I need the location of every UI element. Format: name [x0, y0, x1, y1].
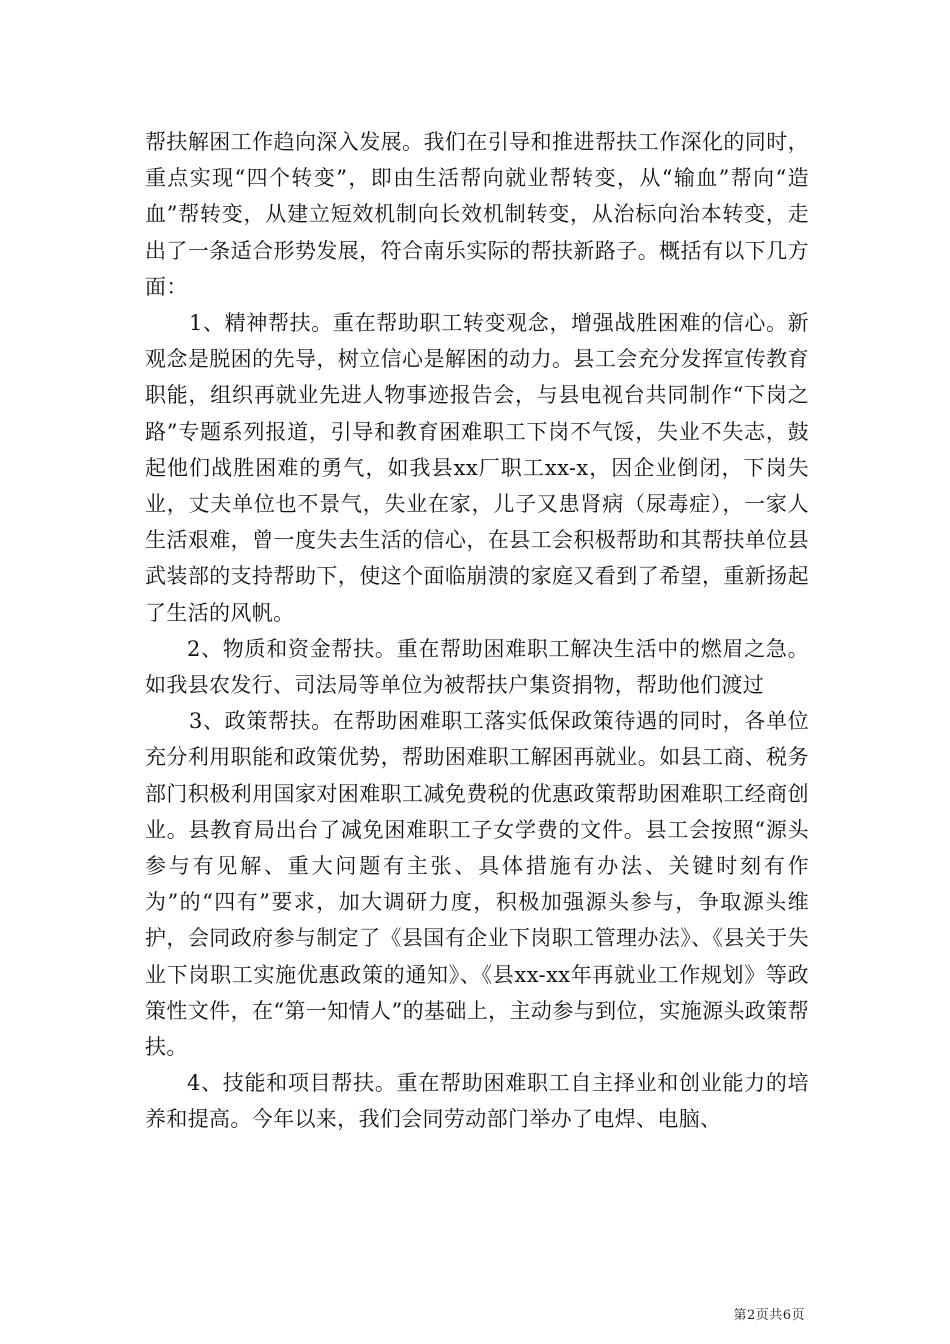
- paragraph-intro: 帮扶解困工作趋向深入发展。我们在引导和推进帮扶工作深化的同时，重点实现“四个转变”，即由生活帮向就业帮转变，从“输血”帮向“造血”帮转变，从建立短效机制向长效机制转变，从治标向治本转变，走出了一条适合形势发展，符合南乐实际的帮扶新路子。概括有以下几方面：: [145, 130, 809, 299]
- document-body: [145, 124, 809, 1138]
- paragraph-spiritual-support: 1、精神帮扶。重在帮助职工转变观念，增强战胜困难的信心。新观念是脱困的先导，树立信心是解困的动力。县工会充分发挥宣传教育职能，组织再就业先进人物事迹报告会，与县电视台共同制作“下岗之路”专题系列报道，引导和教育困难职工下岗不气馁，失业不失志，鼓起他们战胜困难的勇气，如我县xx厂职工xx-x，因企业倒闭，下岗失业，丈夫单位也不景气，失业在家，儿子又患肾病（尿毒症），一家人生活艰难，曾一度失去生活的信心，在县工会积极帮助和其帮扶单位县武装部的支持帮助下，使这个面临崩溃的家庭又看到了希望，重新扬起了生活的风帆。: [145, 311, 809, 625]
- page-number: 第2页共6页: [733, 1308, 805, 1323]
- paragraph-material-support: 2、物质和资金帮扶。重在帮助困难职工解决生活中的燃眉之急。如我县农发行、司法局等单位为被帮扶户集资捐物，帮助他们渡过: [145, 636, 809, 698]
- paragraph-policy-support: 3、政策帮扶。在帮助困难职工落实低保政策待遇的同时，各单位充分利用职能和政策优势，帮助困难职工解困再就业。如县工商、税务部门积极利用国家对困难职工减免费税的优惠政策帮助困难职工经商创业。县教育局出台了减免困难职工子女学费的文件。县工会按照“源头参与有见解、重大问题有主张、具体措施有办法、关键时刻有作为”的“四有”要求，加大调研力度，积极加强源头参与，争取源头维护，会同政府参与制定了《县国有企业下岗职工管理办法》、《县关于失业下岗职工实施优惠政策的通知》、《县xx-xx年再就业工作规划》等政策性文件，在“第一知情人”的基础上，主动参与到位，实施源头政策帮扶。: [145, 709, 809, 1060]
- paragraph-skills-support: 4、技能和项目帮扶。重在帮助困难职工自主择业和创业能力的培养和提高。今年以来，我们会同劳动部门举办了电焊、电脑、: [145, 1071, 809, 1132]
